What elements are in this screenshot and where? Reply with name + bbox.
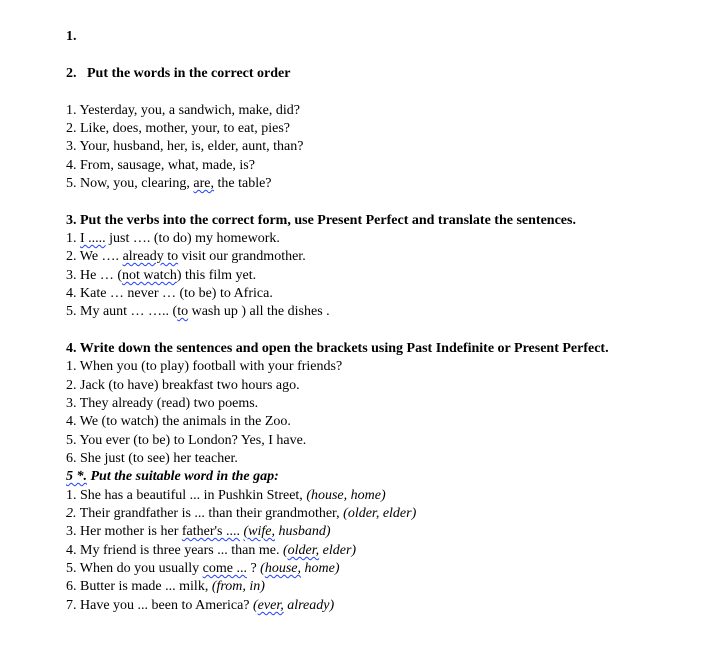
line-text: 1. She has a beautiful ... in Pushkin Street, (66, 488, 307, 503)
answer-option-marked: house, (264, 561, 302, 576)
line-text: ? (246, 561, 261, 576)
spellcheck-marked-word: are, (193, 176, 214, 191)
answer-option-marked: ever, (257, 598, 284, 613)
section-4-line-6: 6. She just (to see) her teacher. (66, 451, 238, 466)
spellcheck-marked-word: I ..... (80, 231, 106, 246)
section-4-line-3: 3. They already (read) two poems. (66, 396, 259, 411)
spellcheck-marked-word: father's .... (181, 524, 240, 539)
section-2-line-5 (66, 175, 272, 193)
section-5-line-6 (66, 578, 265, 596)
line-text: the table? (214, 176, 272, 191)
section-5-line-4 (66, 542, 356, 560)
section-4-line-5: 5. You ever (to be) to London? Yes, I have. (66, 433, 307, 448)
section-3-line-3 (66, 267, 256, 285)
section-4-line-4: 4. We (to watch) the animals in the Zoo. (66, 414, 291, 429)
section-5-heading (66, 468, 279, 486)
answer-option-marked: (wife, (243, 524, 275, 539)
spellcheck-marked-word: to (177, 304, 189, 319)
line-text: 5. Now, you, clearing, (66, 176, 194, 191)
spellcheck-marked-word: not watch (122, 268, 177, 283)
line-text: ) this film yet. (176, 268, 257, 283)
line-text: just …. (to do) my homework. (105, 231, 280, 246)
answer-option-marked: older, (287, 543, 320, 558)
section-4-title: 4. Write down the sentences and open the brackets using Past Indefinite or Present Perfect. (66, 341, 609, 356)
answer-options: (older, elder) (343, 506, 417, 521)
line-text: wash up ) all the dishes . (188, 304, 330, 319)
line-text: 4. My friend is three years ... than me. (66, 543, 283, 558)
spellcheck-marked-word: already to (122, 249, 179, 264)
answer-options: husband) (274, 524, 331, 539)
section-2-title: Put the words in the correct order (87, 66, 291, 81)
line-text: visit our grandmother. (178, 249, 306, 264)
section-3-line-5 (66, 303, 330, 321)
item-number-1: 1. (66, 29, 77, 44)
line-text: 6. Butter is made ... milk, (66, 579, 212, 594)
section-3-line-1 (66, 230, 280, 248)
answer-options: elder) (319, 543, 357, 558)
section-4-line-2: 2. Jack (to have) breakfast two hours ago. (66, 378, 300, 393)
answer-options: ( (282, 543, 288, 558)
section-5-line-1 (66, 487, 386, 505)
section-3-title: 3. Put the verbs into the correct form, use Present Perfect and translate the sentences. (66, 213, 576, 228)
line-text: 3. He … ( (66, 268, 122, 283)
answer-options: already) (283, 598, 335, 613)
line-text: 2. We …. (66, 249, 123, 264)
section-5-line-5 (66, 560, 340, 578)
section-2-line-2: 2. Like, does, mother, your, to eat, pies? (66, 121, 290, 136)
answer-options: ( (253, 598, 258, 613)
section-5-line-2 (66, 505, 416, 523)
line-number: 2. (66, 506, 77, 521)
line-text: 3. Her mother is her (66, 524, 182, 539)
section-2-line-3: 3. Your, husband, her, is, elder, aunt, than? (66, 139, 304, 154)
section-4-line-1: 1. When you (to play) football with your friends? (66, 359, 343, 374)
section-2-line-4: 4. From, sausage, what, made, is? (66, 158, 255, 173)
section-5-number: 5 *. (66, 469, 87, 484)
answer-options: (house, home) (306, 488, 386, 503)
line-text: 5. My aunt … ….. ( (66, 304, 178, 319)
section-2-line-1: 1. Yesterday, you, a sandwich, make, did? (66, 103, 300, 118)
spellcheck-marked-word: come ... (202, 561, 247, 576)
line-text: Their grandfather is ... than their grandmother, (76, 506, 344, 521)
line-text: 5. When do you usually (66, 561, 203, 576)
line-text: 1. (66, 231, 80, 246)
section-5-title: Put the suitable word in the gap: (87, 469, 279, 484)
answer-options: home) (301, 561, 340, 576)
section-3-line-4: 4. Kate … never … (to be) to Africa. (66, 286, 273, 301)
section-5-line-7 (66, 597, 334, 615)
section-2-number: 2. (66, 66, 77, 81)
answer-options: (from, in) (211, 579, 265, 594)
line-text: 7. Have you ... been to America? (66, 598, 253, 613)
section-3-line-2 (66, 248, 306, 266)
section-5-line-3 (66, 523, 331, 541)
section-2-heading (66, 65, 290, 83)
answer-options: ( (260, 561, 265, 576)
